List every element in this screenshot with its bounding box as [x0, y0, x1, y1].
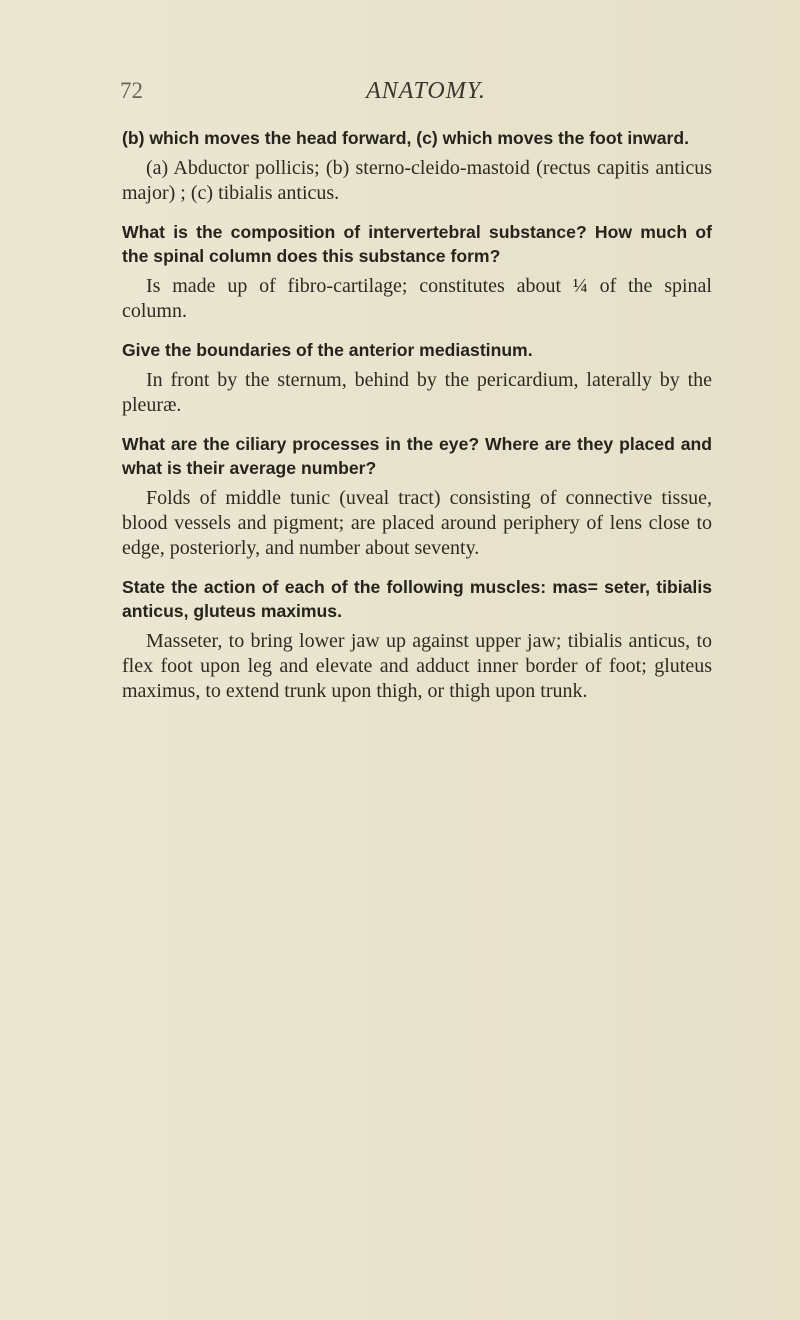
answer-text: Is made up of fibro-cartilage; constitutes about ¼ of the spinal column. [122, 275, 712, 322]
running-title: ANATOMY. [366, 78, 486, 104]
question-text: State the action of each of the following muscles: mas= seter, tibialis anticus, gluteus maximus. [122, 577, 712, 621]
question-text: What is the composition of intervertebral substance? How much of the spinal column does this substance form? [122, 222, 712, 266]
question-text: Give the boundaries of the anterior mediastinum. [122, 340, 533, 360]
question-text: What are the ciliary processes in the eye? Where are they placed and what is their average number? [122, 434, 712, 478]
question-text: (b) which moves the head forward, (c) which moves the foot inward. [122, 128, 689, 148]
page-content [122, 126, 712, 718]
answer-text: In front by the sternum, behind by the pericardium, laterally by the pleuræ. [122, 369, 712, 416]
answer-text: Folds of middle tunic (uveal tract) consisting of connective tissue, blood vessels and pigment; are placed around periphery of lens close to edge, posteriorly, and number about seventy. [122, 487, 712, 559]
page-number: 72 [120, 78, 143, 103]
answer-text: Masseter, to bring lower jaw up against upper jaw; tibialis anticus, to flex foot upon leg and elevate and adduct inner border of foot; gluteus maximus, to extend trunk upon thigh, or thigh upon trunk. [122, 630, 712, 702]
answer-text: (a) Abductor pollicis; (b) sterno-cleido-mastoid (rectus capitis anticus major) ; (c) tibialis anticus. [122, 157, 712, 204]
page-header [120, 78, 720, 108]
